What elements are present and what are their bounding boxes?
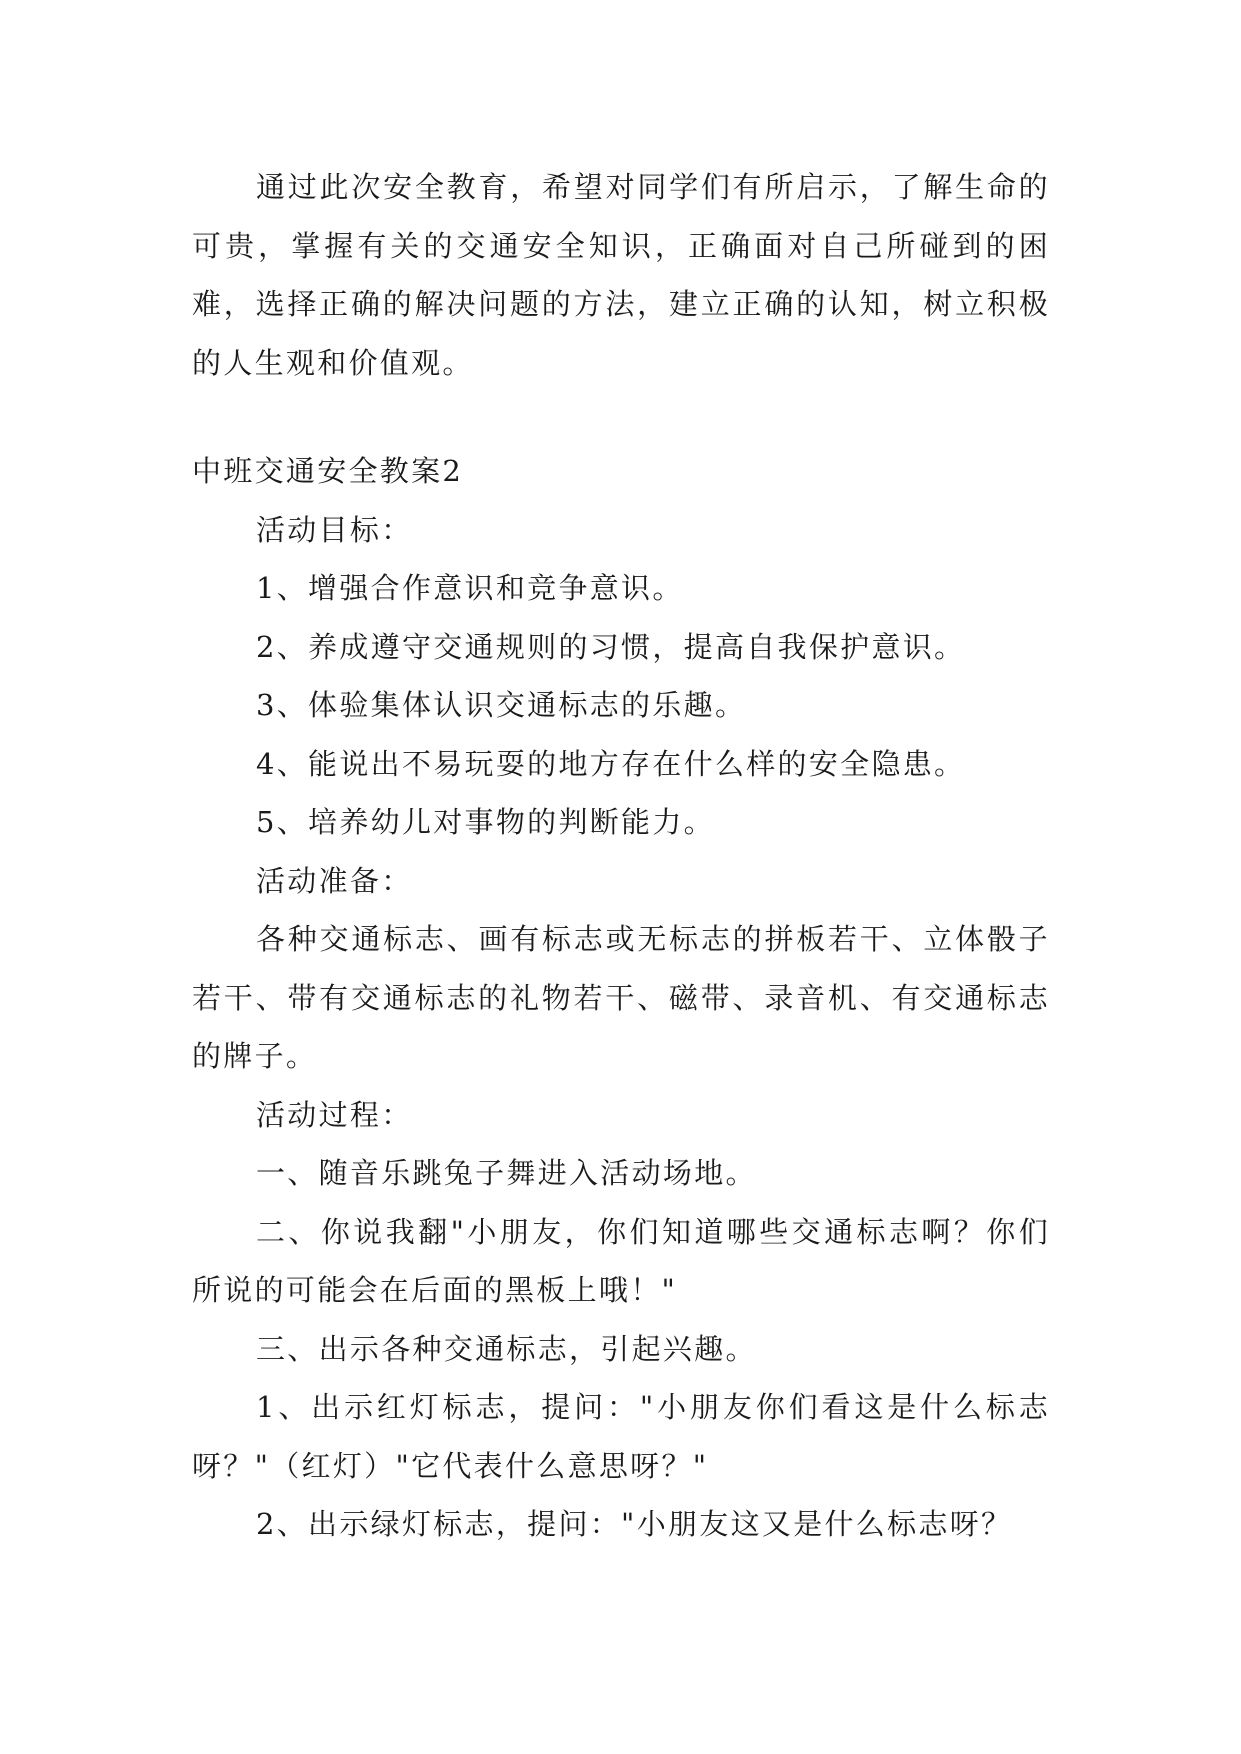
process-item: 1、出示红灯标志，提问："小朋友你们看这是什么标志呀？"（红灯）"它代表什么意思呀？" (192, 1390, 1050, 1483)
document-body (192, 158, 1050, 1554)
prep-paragraph: 各种交通标志、画有标志或无标志的拼板若干、立体骰子若干、带有交通标志的礼物若干、磁带、录音机、有交通标志的牌子。 (192, 922, 1050, 1073)
goal-item: 5、培养幼儿对事物的判断能力。 (256, 805, 715, 839)
goal-item: 3、体验集体认识交通标志的乐趣。 (256, 688, 747, 722)
goal-item: 1、增强合作意识和竞争意识。 (256, 571, 684, 605)
process-item: 一、随音乐跳兔子舞进入活动场地。 (256, 1156, 757, 1190)
goal-item: 4、能说出不易玩耍的地方存在什么样的安全隐患。 (256, 746, 966, 781)
process-item: 2、出示绿灯标志，提问："小朋友这又是什么标志呀？ (256, 1507, 1013, 1541)
process-heading: 活动过程： (256, 1097, 413, 1132)
process-item: 三、出示各种交通标志，引起兴趣。 (256, 1331, 757, 1366)
goals-heading: 活动目标： (256, 512, 413, 547)
goal-item: 2、养成遵守交通规则的习惯，提高自我保护意识。 (256, 629, 966, 664)
intro-paragraph: 通过此次安全教育，希望对同学们有所启示，了解生命的可贵，掌握有关的交通安全知识，正确面对自己所碰到的困难，选择正确的解决问题的方法，建立正确的认知，树立积极的人生观和价值观。 (192, 170, 1050, 380)
process-item: 二、你说我翻"小朋友，你们知道哪些交通标志啊？你们所说的可能会在后面的黑板上哦！" (192, 1214, 1050, 1307)
section-gap (192, 392, 1050, 442)
section-title: 中班交通安全教案2 (192, 454, 464, 488)
prep-heading: 活动准备： (256, 863, 413, 898)
